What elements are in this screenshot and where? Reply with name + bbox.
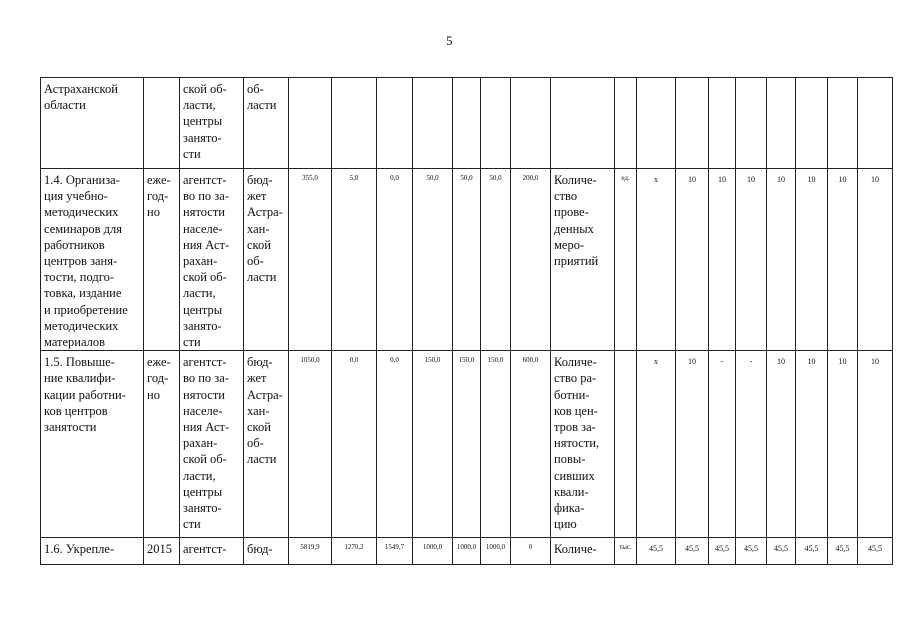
amount-cell [332, 538, 377, 565]
amount-cell [511, 351, 551, 538]
unit-cell [615, 169, 637, 351]
indicator-value-cell-text: - [720, 357, 724, 367]
amount-cell [377, 169, 413, 351]
indicator-value-cell [767, 78, 796, 169]
indicator-value-cell [796, 169, 828, 351]
activity-cell [41, 169, 144, 351]
amount-cell [481, 351, 511, 538]
unit-cell [615, 538, 637, 565]
indicator-value-cell [709, 538, 736, 565]
amount-cell [481, 78, 511, 169]
indicator-value-cell [676, 351, 709, 538]
indicator-value-cell [767, 351, 796, 538]
indicator-value-cell-text: 45,5 [649, 544, 663, 554]
indicator-cell [551, 538, 615, 565]
amount-cell-text: 0 [528, 543, 533, 552]
indicator-cell-text: Количе- ство ра- ботни- ков цен- тров за- нятости, повы- сивших квали- фика- цию [554, 355, 600, 532]
amount-cell-text: 150,0 [458, 356, 475, 365]
amount-cell [332, 78, 377, 169]
funding-source-cell-text: бюд- жет Астра- хан- ской об- ласти [247, 355, 283, 467]
unit-cell-text: ед. [621, 174, 630, 182]
indicator-value-cell [637, 78, 676, 169]
indicator-value-cell-text: х [654, 357, 658, 367]
amount-cell [332, 169, 377, 351]
amount-cell [413, 169, 453, 351]
amount-cell-text: 50,0 [489, 174, 502, 182]
funding-source-cell [244, 169, 289, 351]
funding-source-cell [244, 351, 289, 538]
indicator-value-cell-text: х [654, 175, 658, 184]
indicator-value-cell [709, 351, 736, 538]
amount-cell [377, 351, 413, 538]
amount-cell-text: 150,0 [424, 356, 441, 365]
executor-cell [180, 78, 244, 169]
indicator-value-cell [736, 169, 767, 351]
amount-cell [413, 78, 453, 169]
indicator-value-cell [796, 538, 828, 565]
indicator-value-cell-text: 10 [688, 357, 696, 367]
indicator-value-cell [828, 538, 858, 565]
unit-cell [615, 351, 637, 538]
indicator-value-cell [736, 351, 767, 538]
indicator-value-cell [796, 351, 828, 538]
indicator-cell [551, 169, 615, 351]
activity-cell-text: 1.5. Повыше- ние квалифи- кации работни- ков центров занятости [44, 355, 126, 435]
amount-cell [289, 351, 332, 538]
indicator-value-cell [858, 538, 893, 565]
indicator-value-cell-text: 10 [807, 357, 816, 367]
amount-cell [481, 169, 511, 351]
indicator-value-cell [767, 538, 796, 565]
term-cell-text: еже- год- но [147, 355, 171, 402]
indicator-value-cell-text: 10 [747, 175, 755, 184]
indicator-value-cell-text: 45,5 [804, 544, 819, 554]
indicator-value-cell [736, 78, 767, 169]
indicator-value-cell [676, 538, 709, 565]
amount-cell-text: 1000,0 [422, 543, 443, 552]
indicator-value-cell-text: 10 [777, 357, 785, 367]
amount-cell [511, 169, 551, 351]
amount-cell-text: 50,0 [460, 174, 473, 182]
term-cell [144, 538, 180, 565]
indicator-value-cell-text: 10 [777, 175, 785, 184]
amount-cell-text: 1000,0 [485, 543, 506, 552]
amount-cell-text: 1050,0 [300, 356, 320, 365]
funding-source-cell [244, 78, 289, 169]
funding-source-cell-text: бюд- [247, 542, 273, 557]
indicator-value-cell-text: 10 [871, 175, 879, 184]
executor-cell [180, 351, 244, 538]
table-row [41, 351, 893, 538]
table-row [41, 78, 893, 169]
amount-cell-text: 5,0 [349, 174, 359, 182]
executor-cell [180, 169, 244, 351]
indicator-value-cell-text: 10 [838, 357, 847, 367]
indicator-value-cell [637, 538, 676, 565]
executor-cell-text: агентст- во по за- нятости населе- ния Аст- рахан- ской об- ласти, центры занято- сти [183, 173, 230, 350]
activity-cell-text: Астраханской области [44, 82, 118, 113]
indicator-value-cell-text: 45,5 [835, 544, 850, 554]
table-row [41, 538, 893, 565]
indicator-value-cell-text: 10 [718, 175, 726, 184]
activity-cell [41, 351, 144, 538]
funding-source-cell-text: бюд- жет Астра- хан- ской об- ласти [247, 173, 283, 285]
indicator-value-cell-text: - [749, 357, 753, 367]
indicator-value-cell-text: 45,5 [685, 544, 699, 554]
indicator-cell [551, 78, 615, 169]
indicator-value-cell-text: 45,5 [744, 544, 758, 554]
program-activities-table [40, 77, 893, 565]
indicator-value-cell [676, 169, 709, 351]
executor-cell-text: ской об- ласти, центры занято- сти [183, 82, 227, 161]
indicator-value-cell-text: 10 [688, 175, 696, 184]
amount-cell-text: 600,0 [522, 356, 539, 365]
indicator-value-cell [828, 78, 858, 169]
amount-cell-text: 355,0 [302, 174, 318, 182]
indicator-value-cell [736, 538, 767, 565]
indicator-value-cell [637, 169, 676, 351]
amount-cell [413, 351, 453, 538]
unit-cell [615, 78, 637, 169]
unit-cell-text: тыс. [619, 543, 632, 552]
indicator-value-cell [709, 169, 736, 351]
amount-cell [481, 538, 511, 565]
term-cell [144, 169, 180, 351]
indicator-value-cell-text: 10 [807, 175, 816, 184]
term-cell-text: еже- год- но [147, 173, 171, 220]
amount-cell [289, 78, 332, 169]
amount-cell [377, 538, 413, 565]
funding-source-cell [244, 538, 289, 565]
indicator-value-cell [796, 78, 828, 169]
amount-cell-text: 0,0 [390, 174, 399, 182]
indicator-value-cell [676, 78, 709, 169]
amount-cell [453, 78, 481, 169]
amount-cell [377, 78, 413, 169]
indicator-value-cell-text: 45,5 [715, 544, 729, 554]
amount-cell [413, 538, 453, 565]
indicator-value-cell [858, 351, 893, 538]
indicator-value-cell-text: 45,5 [774, 544, 788, 554]
indicator-value-cell-text: 45,5 [868, 544, 882, 554]
amount-cell-text: 50,0 [426, 174, 439, 182]
funding-source-cell-text: об- ласти [247, 82, 277, 113]
term-cell [144, 78, 180, 169]
amount-cell [453, 538, 481, 565]
page-number: 5 [446, 33, 453, 48]
amount-cell [453, 351, 481, 538]
activity-cell [41, 78, 144, 169]
amount-cell-text: 1549,7 [384, 543, 405, 552]
activity-cell-text: 1.4. Организа- ция учебно- методических семинаров для работников центров заня- тости, подго- товка, издание и приобретение методических материалов [44, 173, 128, 350]
amount-cell [289, 538, 332, 565]
amount-cell-text: 0,0 [349, 356, 359, 365]
indicator-value-cell [828, 351, 858, 538]
term-cell-text: 2015 [147, 542, 172, 557]
activity-cell [41, 538, 144, 565]
activity-cell-text: 1.6. Укрепле- [44, 542, 115, 557]
amount-cell [511, 78, 551, 169]
indicator-value-cell [767, 169, 796, 351]
indicator-value-cell-text: 10 [871, 357, 879, 367]
amount-cell [289, 169, 332, 351]
amount-cell-text: 150,0 [487, 356, 504, 365]
indicator-value-cell [858, 78, 893, 169]
indicator-value-cell [858, 169, 893, 351]
indicator-value-cell [828, 169, 858, 351]
indicator-cell-text: Количе- ство прове- денных меро- приятий [554, 173, 599, 269]
term-cell [144, 351, 180, 538]
indicator-value-cell [637, 351, 676, 538]
executor-cell-text: агентст- во по за- нятости населе- ния Аст- рахан- ской об- ласти, центры занято- сти [183, 355, 230, 532]
indicator-value-cell [709, 78, 736, 169]
amount-cell-text: 200,0 [522, 174, 539, 182]
executor-cell [180, 538, 244, 565]
amount-cell [332, 351, 377, 538]
amount-cell-text: 1000,0 [456, 543, 477, 552]
indicator-cell-text: Количе- [554, 542, 597, 557]
indicator-value-cell-text: 10 [838, 175, 847, 184]
amount-cell-text: 0,0 [390, 356, 399, 365]
amount-cell [511, 538, 551, 565]
indicator-cell [551, 351, 615, 538]
amount-cell [453, 169, 481, 351]
table-row [41, 169, 893, 351]
amount-cell-text: 5819,9 [300, 543, 320, 552]
amount-cell-text: 1270,2 [344, 543, 364, 552]
executor-cell-text: агентст- [183, 542, 227, 557]
